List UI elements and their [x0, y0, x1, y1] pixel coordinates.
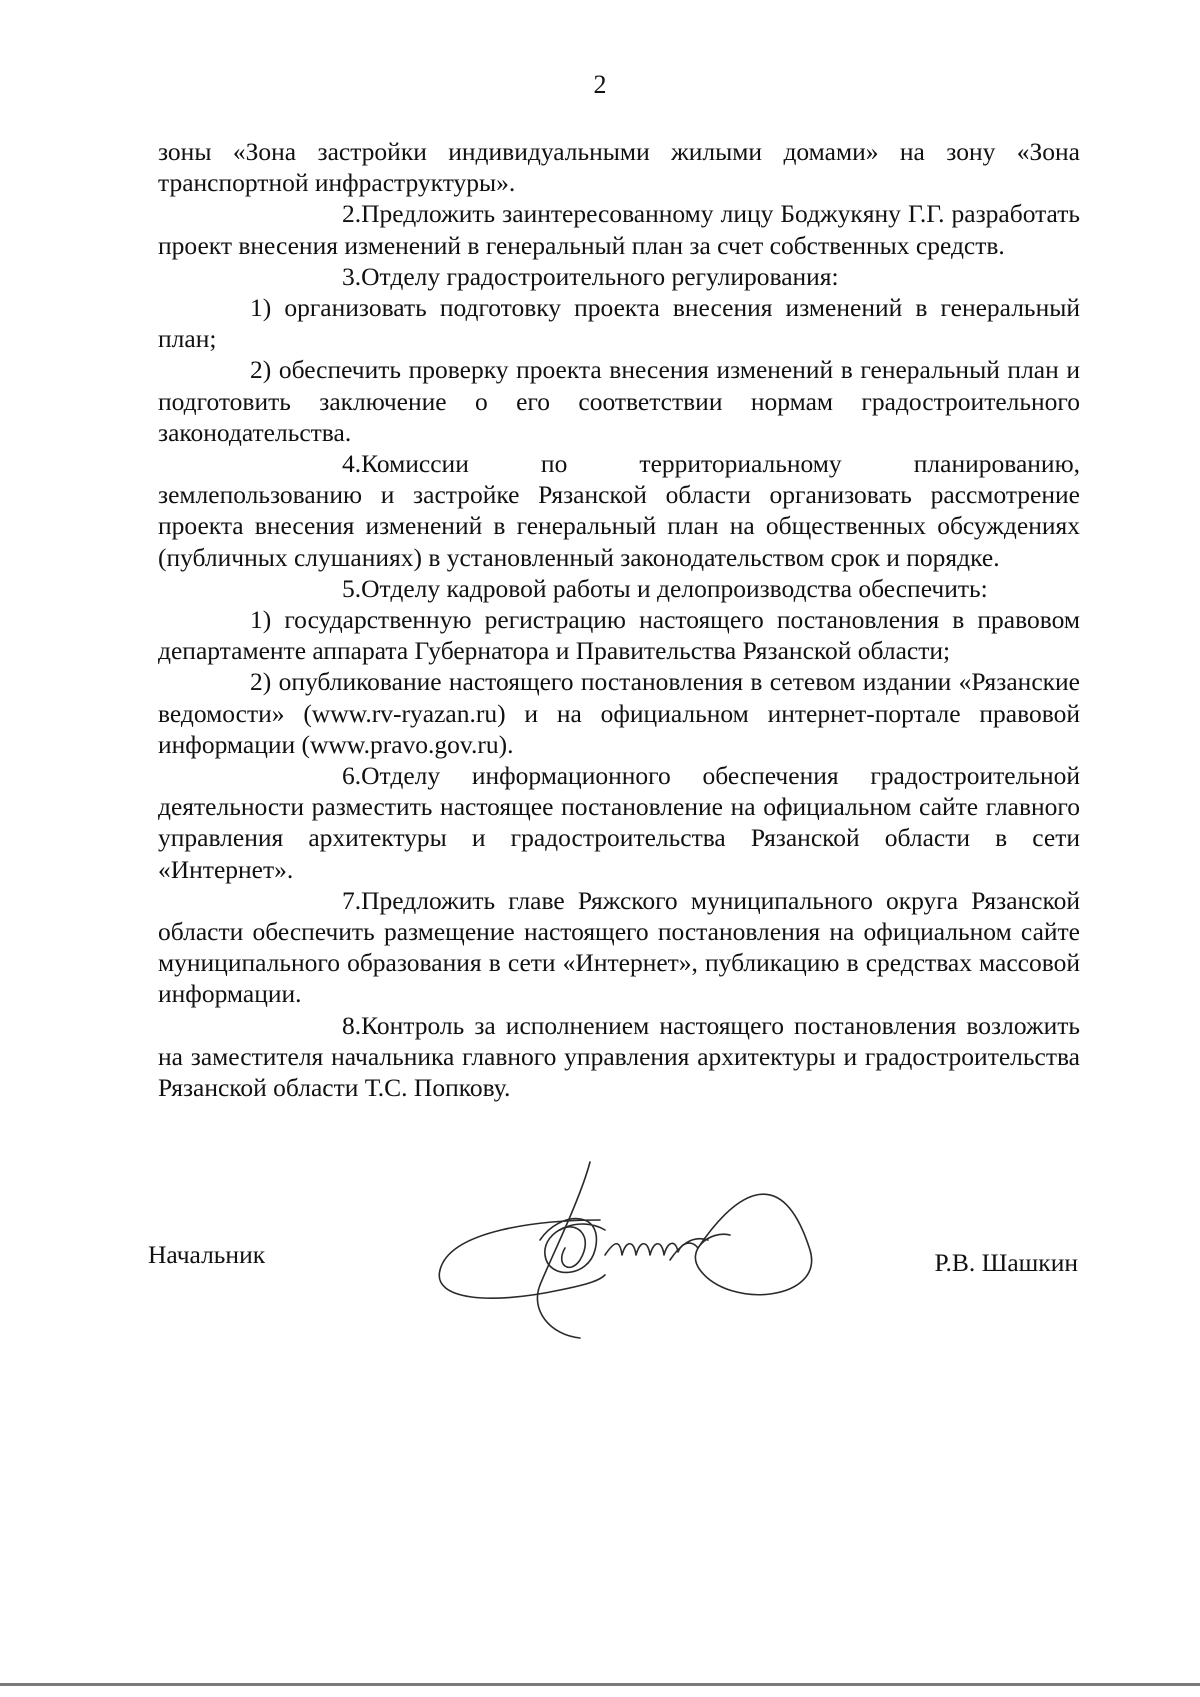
paragraph-item-5 [158, 573, 1080, 604]
item-text: Отделу кадровой работы и делопроизводства обеспечить: [361, 573, 988, 603]
item-number: 2. [342, 199, 362, 229]
signatory-title: Начальник [148, 1240, 266, 1269]
bottom-rule [0, 1683, 1200, 1686]
paragraph-item-3 [158, 261, 1080, 292]
paragraph-subitem-3-2: 2) обеспечить проверку проекта внесения изменений в генеральный план и подготовить заключение о его соответствии нормам градостроительного законодательства. [158, 355, 1080, 447]
paragraph-item-8 [158, 1010, 1080, 1104]
item-text: Предложить главе Ряжского муниципального округа Рязанской области обеспечить размещение настоящего постановления на официальном сайте муниципального образования в сети «Интернет», публикацию в средствах массовой информации. [158, 885, 1080, 1009]
paragraph-item-2 [158, 198, 1080, 260]
item-text: Контроль за исполнением настоящего постановления возложить на заместителя начальника главного управления архитектуры и градостроительства Рязанской области Т.С. Попкову. [158, 1010, 1080, 1103]
signatory-name: Р.В. Шашкин [934, 1248, 1078, 1277]
item-text: Комиссии по территориальному планированию, землепользованию и застройке Рязанской области организовать рассмотрение проекта внесения изменений в генеральный план на общественных обсуждениях (публичных слушаниях) в установленный законодательством срок и порядке. [158, 449, 1080, 572]
paragraph-subitem-5-1: 1) государственную регистрацию настоящего постановления в правовом департаменте аппарата Губернатора и Правительства Рязанской области; [158, 605, 1080, 666]
item-text: Предложить заинтересованному лицу Боджукяну Г.Г. разработать проект внесения изменений в генеральный план за счет собственных средств. [158, 199, 1080, 260]
paragraph-subitem-3-1: 1) организовать подготовку проекта внесения изменений в генеральный план; [158, 293, 1080, 354]
paragraph-item-6 [158, 760, 1080, 885]
paragraph-item-4 [158, 448, 1080, 573]
paragraph-item-7 [158, 885, 1080, 1010]
item-number: 7. [342, 885, 362, 915]
item-number: 6. [342, 761, 362, 791]
signature-block [148, 1240, 1078, 1290]
item-text: Отделу градостроительного регулирования: [361, 261, 839, 291]
paragraph-zone-change: зоны «Зона застройки индивидуальными жилыми домами» на зону «Зона транспортной инфраструктуры». [158, 137, 1080, 198]
item-number: 5. [342, 573, 362, 603]
paragraph-subitem-5-2: 2) опубликование настоящего постановления в сетевом издании «Рязанские ведомости» (www.rv-ryazan.ru) и на официальном интернет-портале правовой информации (www.pravo.gov.ru). [158, 667, 1080, 759]
document-body [158, 136, 1080, 1103]
item-number: 8. [342, 1010, 362, 1040]
item-text: Отделу информационного обеспечения градостроительной деятельности разместить настоящее постановление на официальном сайте главного управления архитектуры и градостроительства Рязанской области в сети «Интернет». [158, 761, 1080, 884]
item-number: 4. [342, 449, 362, 479]
item-number: 3. [342, 261, 362, 291]
page-number: 2 [593, 70, 607, 99]
